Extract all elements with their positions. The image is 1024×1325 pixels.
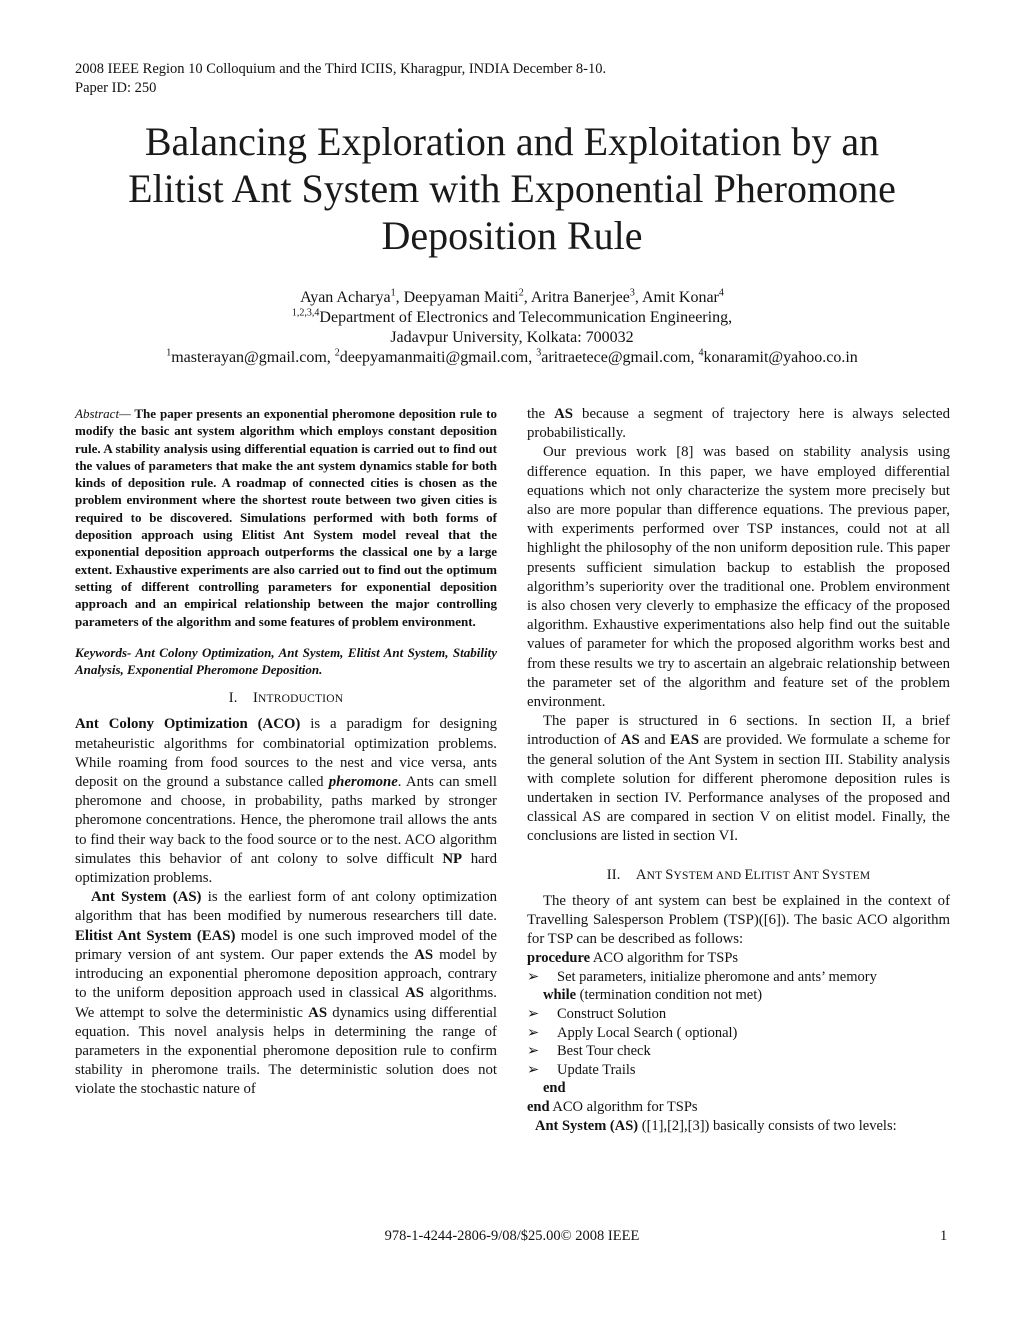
author-emails: $^1$masterayan@gmail.com, $^2$deepyamanmaiti@gmail.com, $^3$aritraetece@gmail.com, $^4$konaramit@yahoo.co.in bbox=[166, 347, 858, 366]
section-heading-introduction: I. INTRODUCTION bbox=[228, 690, 344, 707]
copyright-line: 978-1-4244-2806-9/08/$25.00© 2008 IEEE bbox=[384, 1228, 640, 1244]
pseudocode-step: ➢ Construct Solution bbox=[527, 1006, 667, 1023]
procedure-line: procedure ACO algorithm for TSPs bbox=[527, 950, 739, 967]
conference-header bbox=[75, 60, 606, 98]
arrow-bullet-icon: ➢ bbox=[527, 1006, 540, 1023]
intro-paragraph-2: Ant System (AS) is the earliest form of ant colony optimization algorithm that has been modified by numerous researchers till date. Elitist Ant System (EAS) model is one such improved model of the primary version of ant system. Our paper extends the AS model by introducing an exponential pheromone deposition approach, contrary to the uniform deposition approach used in classical AS algorithms. We attempt to solve the deterministic AS dynamics using differential equation. This novel analysis helps in determining the range of parameters in the exponential pheromone deposition rule to confirm stability in pheromone trails. The deterministic solution does not violate the stochastic nature of bbox=[75, 889, 498, 1098]
aco-pseudocode bbox=[527, 949, 950, 1135]
intro-paragraph-1: Ant Colony Optimization (ACO) is a paradigm for designing metaheuristic algorithms for combinatorial optimization problems. While roaming from food sources to the nest and vice versa, ants deposit on the ground a substance called pheromone. Ants can smell pheromone and choose, in probability, paths marked by stronger pheromone concentrations. Hence, the pheromone trail allows the ants to find their way back to the food source or to the nest. ACO algorithm simulates this behavior of ant colony to solve difficult NP hard optimization problems. bbox=[75, 716, 498, 887]
end-procedure-line: end ACO algorithm for TSPs bbox=[527, 1099, 698, 1116]
arrow-bullet-icon: ➢ bbox=[527, 968, 540, 985]
conference-line: 2008 IEEE Region 10 Colloquium and the Third ICIIS, Kharagpur, INDIA December 8-10. bbox=[75, 61, 607, 77]
author-names: Ayan Acharya$^1$, Deepyaman Maiti$^2$, Aritra Banerjee$^3$, Amit Konar$^4$ bbox=[300, 287, 724, 306]
arrow-bullet-icon: ➢ bbox=[527, 1061, 540, 1078]
arrow-bullet-icon: ➢ bbox=[527, 1024, 540, 1041]
paper-id: Paper ID: 250 bbox=[75, 80, 157, 96]
pseudocode-step: ➢ Set parameters, initialize pheromone and ants’ memory bbox=[527, 968, 877, 985]
intro-paragraph-3: Our previous work [8] was based on stability analysis using difference equation. In this paper, we have employed differential equations which not only characterize the system more precisely but also are more popular than difference equations. The previous paper, with experiments performed over TSP instances, could not at all highlight the philosophy of the non uniform deposition rule. This paper presents sufficient simulation backup to establish the proposed algorithm’s superiority over the traditional one. Problem environment is also chosen very cleverly to emphasize the efficacy of the proposed algorithm. Exhaustive experimentations also help find out the suitable values of parameter for which the proposed algorithm works best and from these results we try to ascertain an algebraic relationship between the parameter set of the algorithm and feature set of the problem environment. bbox=[527, 444, 950, 711]
abstract: Abstract— The paper presents an exponential pheromone deposition rule to modify the basic ant system algorithm which employs constant deposition rule. A stability analysis using differential equation is carried out to find out the values of parameters that make the ant system dynamics stable for both kinds of deposition rule. A roadmap of connected cities is chosen as the problem environment where the shortest route between two given cities is required to be discovered. Simulations performed with both forms of deposition approach using Elitist Ant System model reveal that the exponential deposition approach outperforms the classical one by a large extent. Exhaustive experiments are also carried out to find out the optimum setting of different controlling parameters for exponential deposition approach and an empirical relationship between the major controlling parameters of the algorithm and some features of problem environment. bbox=[75, 406, 497, 629]
pseudocode-step: ➢ Update Trails bbox=[527, 1061, 636, 1078]
left-column bbox=[75, 405, 497, 1100]
ant-system-paragraph: The theory of ant system can best be explained in the context of Travelling Salesperson Problem (TSP)([6]). The basic ACO algorithm for TSP can be described as follows: bbox=[527, 892, 950, 948]
author-block bbox=[60, 288, 964, 368]
section-heading-ant-system: II. ANT SYSTEM AND ELITIST ANT SYSTEM bbox=[606, 866, 871, 883]
intro-paragraph-continued: the AS because a segment of trajectory here is always selected probabilistically. bbox=[527, 406, 950, 442]
right-column bbox=[527, 405, 950, 1135]
pseudocode-step: ➢ Apply Local Search ( optional) bbox=[527, 1024, 738, 1041]
paper-title: Balancing Exploration and Exploitation by an Elitist Ant System with Exponential Pheromone Deposition Rule bbox=[128, 119, 896, 258]
arrow-bullet-icon: ➢ bbox=[527, 1043, 540, 1060]
page-number: 1 bbox=[940, 1228, 948, 1244]
pseudocode-step: ➢ Best Tour check bbox=[527, 1043, 651, 1060]
intro-paragraph-4: The paper is structured in 6 sections. In section II, a brief introduction of AS and EAS are provided. We formulate a scheme for the general solution of the Ant System in section III. Stability analysis with complete solution for different pheromone deposition rules is undertaken in section IV. Performance analyses of the proposed and classical AS are compared in section V on elitist model. Finally, the conclusions are listed in section VI. bbox=[527, 713, 950, 845]
end-while-line: end bbox=[543, 1080, 566, 1097]
while-line: while (termination condition not met) bbox=[543, 987, 763, 1004]
university: Jadavpur University, Kolkata: 700032 bbox=[390, 329, 634, 346]
keywords: Keywords- Ant Colony Optimization, Ant System, Elitist Ant System, Stability Analysis, Exponential Pheromone Deposition. bbox=[75, 644, 497, 678]
ant-system-levels-line: Ant System (AS) ([1],[2],[3]) basically consists of two levels: bbox=[535, 1117, 897, 1134]
affiliation: $^{1,2,3,4}$Department of Electronics and Telecommunication Engineering, bbox=[291, 307, 733, 326]
